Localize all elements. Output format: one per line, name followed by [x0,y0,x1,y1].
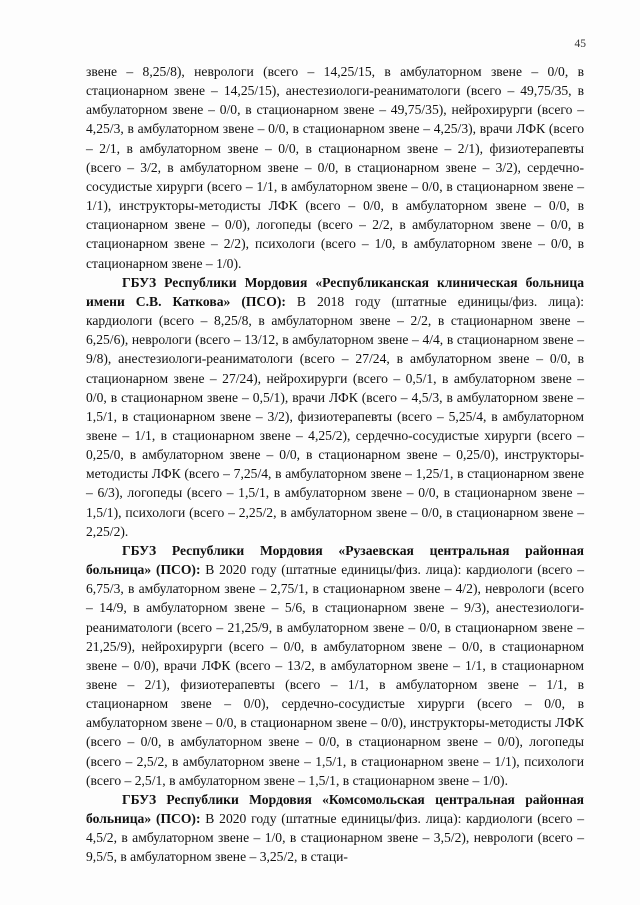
page-number: 45 [574,38,586,50]
paragraph-komsomolsky-hospital [86,790,584,867]
paragraph-ruzaevka-hospital [86,541,584,790]
paragraph-text: звене – 8,25/8), неврологи (всего – 14,25/15, в амбулаторном звене – 0/0, в стационарном звене – 14,25/15), анестезиологи-реаниматологи (всего – 49,75/35, в амбулаторном звене – 0/0, в стационарном звене – 49,75/35), нейрохирурги (всего – 4,25/3, в амбулаторном звене – 0/0, в стационарном звене – 4,25/3), врачи ЛФК (всего – 2/1, в амбулаторном звене – 0/0, в стационарном звене – 2/1), физиотерапевты (всего – 3/2, в амбулаторном звене – 0/0, в стационарном звене – 3/2), сердечно-сосудистые хирурги (всего – 1/1, в амбулаторном звене – 0/0, в стационарном звене – 1/1), инструкторы-методисты ЛФК (всего – 0/0, в амбулаторном звене – 0/0, в стационарном звене – 0/0), логопеды (всего – 2/2, в амбулаторном звене – 0/0, в стационарном звене – 2/2), психологи (всего – 1/0, в амбулаторном звене – 0/0, в стационарном звене – 1/0). [86,64,584,271]
paragraph-text: В 2020 году (штатные единицы/физ. лица): кардиологи (всего – 4,5/2, в амбулаторном звене – 1/0, в стационарном звене – 3,5/2), неврологи (всего – 9,5/5, в амбулаторном звене – 3,25/2, в стаци- [86,811,584,865]
paragraph-text: В 2018 году (штатные единицы/физ. лица): кардиологи (всего – 8,25/8, в амбулаторном звене – 2/2, в стационарном звене – 6,25/6), неврологи (всего – 13/12, в амбулаторном звене – 4/4, в стационарном звене – 9/8), анестезиологи-реаниматологи (всего – 27/24, в амбулаторном звене – 0/0, в стационарном звене – 27/24), нейрохирурги (всего – 0,5/1, в амбулаторном звене – 0/0, в стационарном звене – 0,5/1), врачи ЛФК (всего – 4,5/3, в амбулаторном звене – 1,5/1, в стационарном звене – 3/2), физиотерапевты (всего – 5,25/4, в амбулаторном звене – 1/1, в стационарном звене – 4,25/2), сердечно-сосудистые хирурги (всего – 0,25/0, в амбулаторном звене – 0/0, в стационарном звене – 0,25/0), инструкторы-методисты ЛФК (всего – 7,25/4, в амбулаторном звене – 1,25/1, в стационарном звене – 6/3), логопеды (всего – 1,5/1, в амбулаторном звене – 0/0, в стационарном звене – 1,5/1), психологи (всего – 2,25/2, в амбулаторном звене – 0/0, в стационарном звене – 2,25/2). [86,293,585,539]
paragraph-text: В 2020 году (штатные единицы/физ. лица): кардиологи (всего – 6,75/3, в амбулаторном звене – 2,75/1, в стационарном звене – 4/2), неврологи (всего – 14/9, в амбулаторном звене – 5/6, в стационарном звене – 9/3), анестезиологи-реаниматологи (всего – 21,25/9, в амбулаторном звене – 0/0, в стационарном звене – 21,25/9), нейрохирурги (всего – 0/0, в амбулаторном звене – 0/0, в стационарном звене – 0/0), врачи ЛФК (всего – 13/2, в амбулаторном звене – 1/1, в стационарном звене – 2/1), физиотерапевты (всего – 1/1, в амбулаторном звене – 1/1, в стационарном звене – 0/0), сердечно-сосудистые хирурги (всего – 0/0, в амбулаторном звене – 0/0, в стационарном звене – 0/0), инструкторы-методисты ЛФК (всего – 0/0, в амбулаторном звене – 0/0, в стационарном звене – 0/0), логопеды (всего – 2,5/2, в амбулаторном звене – 1,5/1, в стационарном звене – 1/1), психологи (всего – 2,5/1, в амбулаторном звене – 1,5/1, в стационарном звене – 1/0). [86,562,584,788]
organization-heading: ГБУЗ Республики Мордовия «Комсомольская центральная районная больница» (ПСО): [86,791,584,827]
paragraph-continuation [86,62,584,273]
document-body [86,62,584,867]
paragraph-katkov-hospital [86,273,584,541]
organization-heading: ГБУЗ Республики Мордовия «Рузаевская центральная районная больница» (ПСО): [86,542,584,578]
organization-heading: ГБУЗ Республики Мордовия «Республиканская клиническая больница имени С.В. Каткова» (ПСО): [86,274,584,309]
